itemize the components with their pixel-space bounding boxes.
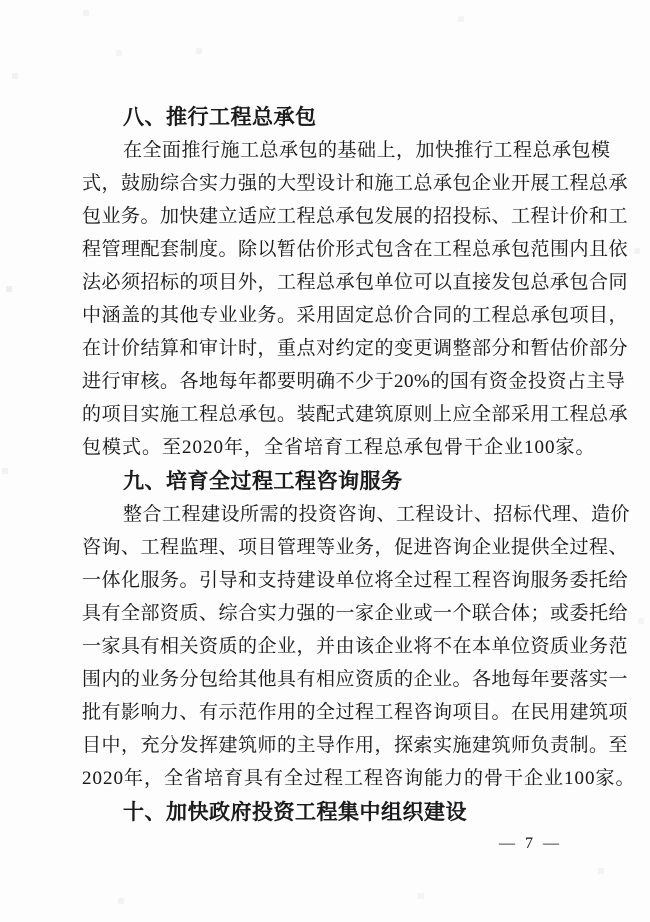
body-line: 围内的业务分包给其他具有相应资质的企业。各地每年要落实一 [82, 669, 629, 690]
body-line: 一体化服务。引导和支持建设单位将全过程工程咨询服务委托给 [82, 570, 629, 591]
body-line: 目中，充分发挥建筑师的主导作用，探索实施建筑师负责制。至 [82, 735, 629, 756]
scan-speckles [0, 0, 2, 2]
body-line: 批有影响力、有示范作用的全过程工程咨询项目。在民用建筑项 [82, 702, 629, 723]
body-line: 整合工程建设所需的投资咨询、工程设计、招标代理、造价 [123, 504, 631, 525]
body-line: 法必须招标的项目外，工程总承包单位可以直接发包总承包合同 [82, 272, 629, 293]
body-line: 咨询、工程监理、项目管理等业务，促进咨询企业提供全过程、 [82, 537, 629, 558]
body-line: 程管理配套制度。除以暂估价形式包含在工程总承包范围内且依 [82, 239, 629, 260]
body-line: 包业务。加快建立适应工程总承包发展的招投标、工程计价和工 [82, 206, 629, 227]
body-line: 的项目实施工程总承包。装配式建筑原则上应全部采用工程总承 [82, 404, 629, 425]
body-line: 具有全部资质、综合实力强的一家企业或一个联合体；或委托给 [82, 603, 629, 624]
section-9-heading: 九、培育全过程工程咨询服务 [123, 470, 403, 493]
body-line: 一家具有相关资质的企业，并由该企业将不在本单位资质业务范 [82, 636, 629, 657]
body-line: 进行审核。各地每年都要明确不少于20%的国有资金投资占主导 [82, 371, 626, 392]
body-line: 在计价结算和审计时，重点对约定的变更调整部分和暂估价部分 [82, 338, 629, 359]
body-line: 式，鼓励综合实力强的大型设计和施工总承包企业开展工程总承 [82, 173, 629, 194]
body-line: 包模式。至2020年，全省培育工程总承包骨干企业100家。 [82, 437, 596, 458]
section-10-heading: 十、加快政府投资工程集中组织建设 [123, 801, 467, 824]
section-8-body [82, 134, 629, 464]
footer-page-number: — 7 — [499, 835, 562, 852]
document-body [82, 100, 636, 829]
body-line: 中涵盖的其他专业业务。采用固定总价合同的工程总承包项目， [82, 305, 629, 326]
section-9-body [82, 498, 636, 795]
section-8-heading: 八、推行工程总承包 [123, 106, 317, 129]
body-line: 2020年，全省培育具有全过程工程咨询能力的骨干企业100家。 [82, 768, 636, 789]
body-line: 在全面推行施工总承包的基础上，加快推行工程总承包模 [123, 140, 611, 161]
